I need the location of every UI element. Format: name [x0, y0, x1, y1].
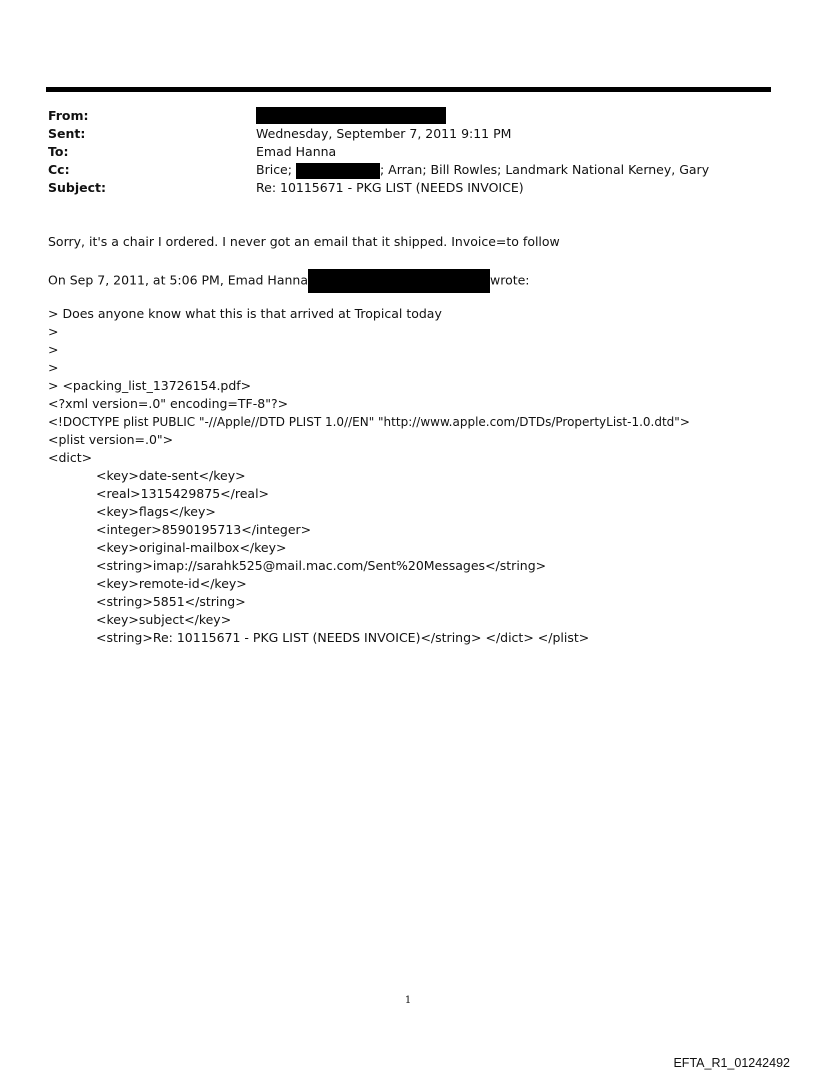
dict-line: <key>flags</key>: [96, 504, 216, 519]
quote-intro-prefix: On Sep 7, 2011, at 5:06 PM, Emad Hanna: [48, 272, 308, 288]
quoted-line: >: [48, 360, 59, 375]
quote-intro: [48, 269, 530, 293]
cc-label: Cc:: [48, 162, 70, 177]
from-label: From:: [48, 108, 89, 123]
quote-intro-suffix: wrote:: [489, 272, 530, 288]
dict-line: <key>subject</key>: [96, 612, 232, 627]
quoted-line: <dict>: [48, 450, 93, 465]
page-number: 1: [404, 995, 412, 1006]
to-row: [48, 143, 768, 161]
to-value: Emad Hanna: [256, 144, 337, 159]
cc-row: [48, 161, 768, 179]
sent-label: Sent:: [48, 126, 86, 141]
quoted-line: <?xml version=.0" encoding=TF-8"?>: [48, 396, 289, 411]
sent-value: Wednesday, September 7, 2011 9:11 PM: [256, 126, 512, 141]
from-value: [256, 107, 446, 125]
dict-line: <string>imap://sarahk525@mail.mac.com/Sent%20Messages</string>: [96, 558, 547, 573]
dict-line: <key>remote-id</key>: [96, 576, 247, 591]
dict-line: <key>date-sent</key>: [96, 468, 246, 483]
subject-label: Subject:: [48, 180, 106, 195]
quoted-line: <plist version=.0">: [48, 432, 174, 447]
quoted-line: >: [48, 324, 59, 339]
dict-line: <string>5851</string>: [96, 594, 246, 609]
cc-redaction: [296, 163, 380, 179]
sender-email-redaction: [308, 269, 490, 293]
dict-line: <real>1315429875</real>: [96, 486, 270, 501]
cc-value-prefix: Brice;: [256, 162, 292, 177]
dict-line: <string>Re: 10115671 - PKG LIST (NEEDS INVOICE)</string> </dict> </plist>: [96, 630, 590, 645]
header-rule: [46, 87, 771, 92]
reply-text: Sorry, it's a chair I ordered. I never got an email that it shipped. Invoice=to follow: [48, 234, 560, 249]
quoted-line: > <packing_list_13726154.pdf>: [48, 378, 252, 393]
document-id: EFTA_R1_01242492: [673, 1056, 790, 1070]
cc-value-suffix: ; Arran; Bill Rowles; Landmark National Kerney, Gary: [379, 162, 710, 177]
to-label: To:: [48, 144, 69, 159]
sent-row: [48, 125, 768, 143]
subject-row: [48, 179, 768, 197]
dict-line: <key>original-mailbox</key>: [96, 540, 287, 555]
quoted-line: <!DOCTYPE plist PUBLIC "-//Apple//DTD PLIST 1.0//EN" "http://www.apple.com/DTDs/PropertyList-1.0.dtd">: [48, 415, 690, 429]
quoted-line: >: [48, 342, 59, 357]
from-redaction: [256, 107, 446, 124]
cc-value: [256, 161, 709, 179]
dict-line: <integer>8590195713</integer>: [96, 522, 312, 537]
quoted-line: > Does anyone know what this is that arrived at Tropical today: [48, 306, 442, 321]
subject-value: Re: 10115671 - PKG LIST (NEEDS INVOICE): [256, 180, 524, 195]
from-row: [48, 107, 768, 125]
